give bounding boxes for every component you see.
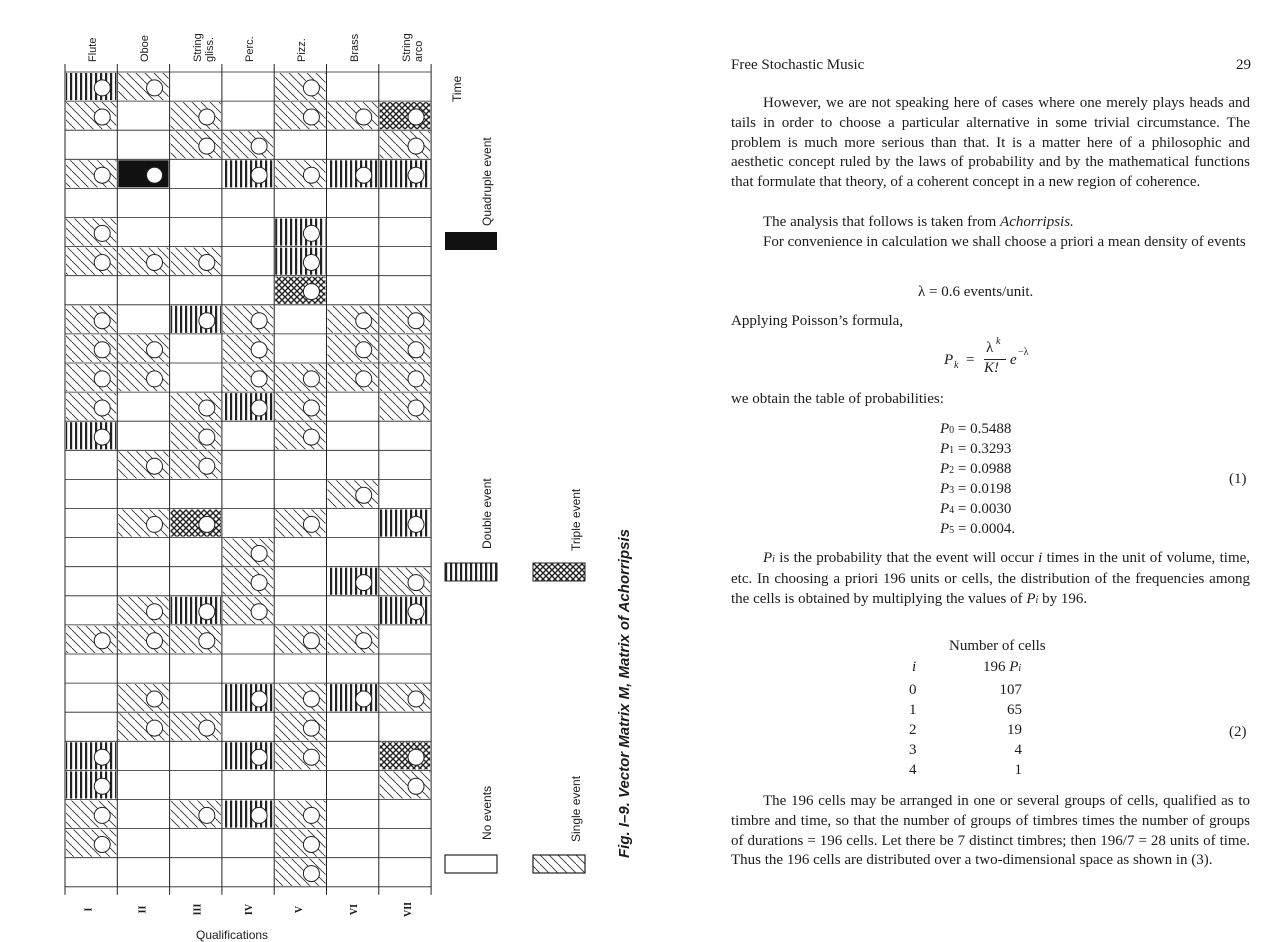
event-cell	[66, 306, 116, 333]
pi-sub: i	[772, 554, 775, 565]
event-cell	[275, 742, 325, 769]
cells-row-count: 107	[999, 682, 1022, 698]
instrument-header: String gliss.	[191, 33, 216, 62]
event-cell	[328, 568, 378, 595]
cells-row-i: 4	[909, 762, 917, 778]
prob-sub: 1	[949, 445, 955, 456]
event-cell	[223, 801, 273, 828]
event-cell	[275, 102, 325, 129]
paragraph-3: For convenience in calculation we shall choose a priori a mean density of events	[763, 234, 1246, 250]
event-cell	[171, 510, 221, 537]
event-cell	[380, 131, 430, 158]
legend-single-swatch	[533, 855, 585, 873]
event-cell	[171, 393, 221, 420]
event-cell	[66, 626, 116, 653]
probability-row	[940, 461, 1011, 478]
event-cell	[118, 713, 168, 740]
event-cell	[223, 539, 273, 566]
event-cell	[223, 335, 273, 362]
poisson-numerator: λ	[986, 340, 994, 356]
prob-symbol: P	[940, 441, 950, 457]
event-cell	[275, 277, 325, 304]
event-cell	[380, 510, 430, 537]
instrument-header: Brass	[348, 33, 361, 62]
pi-sub-2: i	[1035, 594, 1039, 606]
event-cell	[275, 510, 325, 537]
event-cell	[328, 480, 378, 507]
cells-header: Number of cells	[949, 638, 1046, 654]
qualification-numeral: IV	[243, 903, 255, 916]
prob-value: = 0.3293	[954, 441, 1012, 457]
event-cell	[171, 131, 221, 158]
prob-symbol: P	[940, 481, 950, 497]
qualification-numeral: VI	[348, 903, 360, 916]
prob-value: = 0.0988	[954, 461, 1012, 477]
legend-quadruple-swatch	[445, 232, 497, 250]
legend-none-swatch	[445, 855, 497, 873]
event-cell	[118, 451, 168, 478]
event-cell	[223, 364, 273, 391]
event-cell	[118, 248, 168, 275]
paragraph-4-end: by 196.	[1042, 590, 1088, 607]
cells-row-i: 1	[909, 702, 917, 718]
event-cell	[118, 73, 168, 100]
legend-triple-label: Triple event	[569, 488, 583, 551]
qualifications-label: Qualifications	[196, 928, 269, 942]
paragraph-2	[731, 213, 1250, 233]
prob-symbol: P	[940, 501, 950, 517]
event-cell	[66, 771, 116, 798]
event-cell	[66, 422, 116, 449]
event-cell	[223, 131, 273, 158]
prob-symbol: P	[940, 461, 950, 477]
instrument-header: Pizz.	[296, 38, 309, 62]
equation-number-2: (2)	[1229, 724, 1247, 740]
paragraph-4-text: is the probability that the event will occur	[779, 550, 1034, 566]
event-cell	[171, 248, 221, 275]
table-intro: we obtain the table of probabilities:	[731, 391, 944, 407]
event-cell	[118, 626, 168, 653]
event-cell	[275, 626, 325, 653]
running-head-title: Free Stochastic Music	[731, 57, 865, 73]
prob-sub: 2	[949, 465, 955, 476]
paragraph-2-text: The analysis that follows is taken from	[763, 214, 1001, 230]
event-cell	[171, 422, 221, 449]
event-cell	[223, 597, 273, 624]
legend-single-label: Single event	[569, 775, 583, 842]
event-cell	[380, 102, 430, 129]
poisson-intro: Applying Poisson’s formula,	[731, 313, 904, 329]
event-cell	[171, 102, 221, 129]
legend-double-label: Double event	[480, 478, 494, 549]
prob-sub: 5	[949, 525, 955, 536]
event-cell	[66, 248, 116, 275]
prob-sub: 3	[949, 485, 955, 496]
legend-none-label: No events	[480, 785, 494, 840]
legend-quadruple-label: Quadruple event	[480, 137, 494, 226]
event-cell	[66, 393, 116, 420]
probability-row	[940, 441, 1011, 458]
achorripsis-matrix-figure	[0, 0, 640, 942]
pi-symbol-2: P	[1026, 590, 1036, 607]
equation-number-1: (1)	[1229, 471, 1247, 487]
prob-sub: 0	[949, 425, 955, 436]
event-cell	[66, 830, 116, 857]
event-cell	[118, 364, 168, 391]
event-cell	[223, 393, 273, 420]
event-cell	[275, 73, 325, 100]
event-cell	[328, 335, 378, 362]
event-cell	[275, 713, 325, 740]
event-cell	[380, 393, 430, 420]
event-cell	[223, 684, 273, 711]
page-number: 29	[1236, 57, 1251, 73]
event-cell	[118, 335, 168, 362]
prob-value: = 0.0004.	[954, 521, 1016, 537]
cells-row-i: 2	[909, 722, 917, 738]
prob-symbol: P	[940, 521, 950, 537]
event-cell	[380, 742, 430, 769]
poisson-formula	[944, 336, 1054, 384]
prob-value: = 0.5488	[954, 421, 1012, 437]
event-cell	[118, 510, 168, 537]
matrix-grid	[65, 64, 431, 895]
event-cell	[171, 626, 221, 653]
event-cell	[275, 422, 325, 449]
event-cell	[275, 364, 325, 391]
qualification-numeral: I	[83, 907, 95, 912]
event-cell	[171, 597, 221, 624]
paragraph-1: However, we are not speaking here of cases where one merely plays heads and tails in order to choose a particular alternative in some trivial circumstance. The problem is much more serious than that. It is a matter here of a philosophic and aesthetic concept ruled by the laws of probability and by the mathematical functions that formulate that theory, of a coherent concept in a new region of coherence.	[731, 95, 1250, 191]
event-cell	[328, 160, 378, 187]
event-cell	[380, 335, 430, 362]
event-cell	[171, 801, 221, 828]
event-cell	[66, 801, 116, 828]
probability-row	[940, 481, 1011, 498]
col-196-P-sub: i	[1018, 663, 1022, 674]
probability-row	[940, 421, 1011, 438]
qualification-numeral: II	[137, 905, 149, 914]
event-cell	[223, 568, 273, 595]
probability-row	[940, 501, 1011, 518]
event-cell	[66, 160, 116, 187]
event-cell	[380, 568, 430, 595]
event-cell	[66, 335, 116, 362]
paragraph-4	[731, 549, 1250, 610]
instrument-header: String arco	[400, 33, 425, 62]
equals-sign: =	[966, 352, 975, 368]
poisson-numerator-sup: k	[996, 336, 1001, 347]
qualification-numeral: V	[294, 905, 306, 914]
event-cell	[328, 684, 378, 711]
cells-row-count: 19	[1007, 722, 1022, 738]
event-cell	[66, 73, 116, 100]
qualification-numeral: III	[191, 903, 203, 916]
event-cell	[66, 219, 116, 246]
event-cell	[118, 684, 168, 711]
lambda-equation: λ = 0.6 events/unit.	[918, 284, 1034, 300]
prob-value: = 0.0030	[954, 501, 1012, 517]
prob-sub: 4	[949, 505, 955, 516]
event-cell	[328, 306, 378, 333]
event-cell	[275, 219, 325, 246]
event-cell	[223, 160, 273, 187]
col-196-P: P	[1009, 659, 1019, 675]
event-cell	[275, 248, 325, 275]
paragraph-4-rest: times in the unit of volume, time, etc. In choosing a priori 196 units or cells, the distribution of the frequencies among the cells is obtained by multiplying the values of	[731, 550, 1251, 607]
event-cell	[275, 160, 325, 187]
event-cell	[275, 393, 325, 420]
event-cell	[223, 306, 273, 333]
prob-value: = 0.0198	[954, 481, 1012, 497]
event-cell	[275, 684, 325, 711]
paragraph-5: The 196 cells may be arranged in one or several groups of cells, qualified as to timbre and time, so that the number of groups of timbres times the number of groups of durations = 196 cells. Let there be 7 distinct timbres; then 196/7 = 28 units of time. Thus the 196 cells are distributed over a two-dimensional space as shown in (3).	[731, 793, 1250, 869]
event-cell	[275, 859, 325, 886]
event-cell	[328, 626, 378, 653]
event-cell	[118, 597, 168, 624]
event-cell	[380, 306, 430, 333]
figure-caption: Fig. I–9. Vector Matrix M, Matrix of Achorripsis	[616, 529, 633, 858]
col-196-num: 196	[983, 659, 1006, 675]
running-head	[731, 57, 1251, 74]
event-cell	[171, 713, 221, 740]
legend-double-swatch	[445, 563, 497, 581]
event-cell	[66, 102, 116, 129]
poisson-denominator: K!	[984, 360, 999, 376]
event-cell	[380, 684, 430, 711]
pi-symbol: P	[763, 550, 773, 566]
legend-triple-swatch	[533, 563, 585, 581]
time-label: Time	[450, 75, 464, 102]
cells-row-i: 0	[909, 682, 917, 698]
poisson-exp-sup: −λ	[1018, 347, 1029, 358]
instrument-header: Flute	[87, 37, 99, 62]
paragraph-4-i: i	[1038, 550, 1043, 566]
event-cell	[328, 102, 378, 129]
event-cell	[380, 364, 430, 391]
qualification-numeral: VII	[402, 901, 414, 918]
event-cell	[275, 801, 325, 828]
event-cell	[118, 160, 168, 187]
cells-row-count: 4	[1014, 742, 1022, 758]
event-cell	[171, 306, 221, 333]
instrument-header: Perc.	[243, 36, 256, 62]
event-cell	[380, 597, 430, 624]
prob-symbol: P	[940, 421, 950, 437]
col-i-header: i	[912, 659, 917, 675]
event-cell	[275, 830, 325, 857]
paragraph-2-title: Achorripsis.	[1000, 214, 1074, 230]
instrument-header: Oboe	[139, 35, 152, 62]
col-196-header	[983, 659, 1021, 676]
event-cell	[328, 364, 378, 391]
poisson-lhs: P	[944, 352, 954, 368]
event-cell	[223, 742, 273, 769]
event-cell	[171, 451, 221, 478]
event-cell	[380, 771, 430, 798]
cells-row-count: 1	[1014, 762, 1022, 778]
event-cell	[380, 160, 430, 187]
poisson-lhs-sub: k	[954, 360, 959, 371]
event-cell	[66, 364, 116, 391]
cells-row-count: 65	[1007, 702, 1022, 718]
probability-row	[940, 521, 1015, 538]
cells-row-i: 3	[909, 742, 917, 758]
poisson-exp: e	[1010, 352, 1017, 368]
event-cell	[66, 742, 116, 769]
